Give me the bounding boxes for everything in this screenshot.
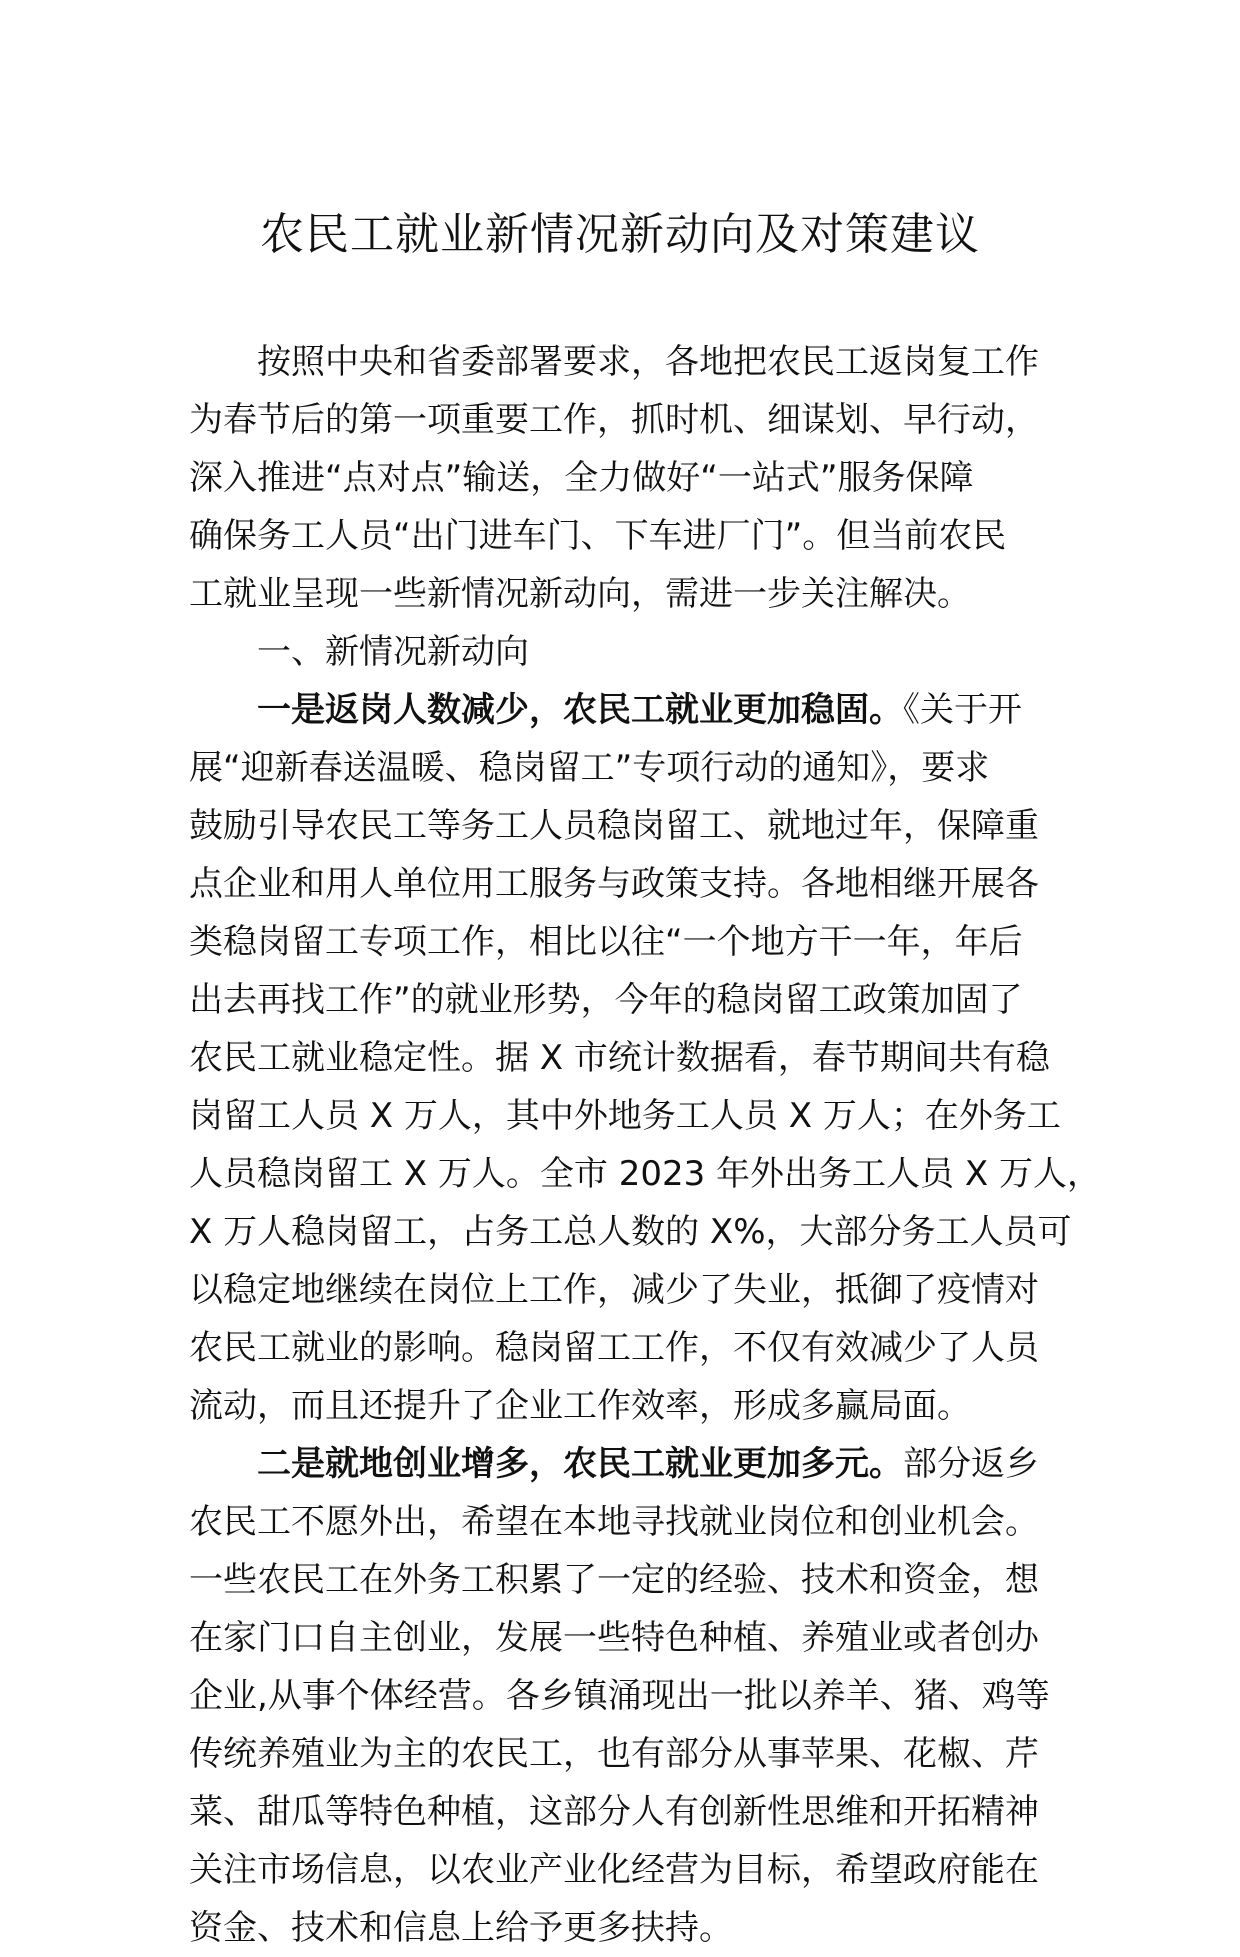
point1-line: 点企业和用人单位用工服务与政策支持。各地相继开展各: [189, 864, 1039, 904]
point2-line: 企业,从事个体经营。各乡镇涌现出一批以养羊、猪、鸡等: [189, 1676, 1050, 1716]
point2-line: 一些农民工在外务工积累了一定的经验、技术和资金，想: [189, 1560, 1039, 1600]
point1-lead: 一是返岗人数减少，农民工就业更加稳固。: [257, 690, 903, 730]
point1-line: 流动，而且还提升了企业工作效率，形成多赢局面。: [189, 1386, 971, 1426]
point2-first-line: [189, 1435, 1047, 1493]
point2-line: 关注市场信息，以农业产业化经营为目标，希望政府能在: [189, 1850, 1039, 1890]
intro-line: 为春节后的第一项重要工作，抓时机、细谋划、早行动，: [189, 400, 1039, 440]
point2-line: 菜、甜瓜等特色种植，这部分人有创新性思维和开拓精神: [189, 1792, 1039, 1832]
point1-line: 出去再找工作”的就业形势，今年的稳岗留工政策加固了: [189, 980, 1023, 1020]
point2-line: 农民工不愿外出，希望在本地寻找就业岗位和创业机会。: [189, 1502, 1039, 1542]
point1-line: X 万人稳岗留工，占务工总人数的 X%，大部分务工人员可: [189, 1212, 1072, 1252]
point2-line: 传统养殖业为主的农民工，也有部分从事苹果、花椒、芹: [189, 1734, 1039, 1774]
point1-first-line-rest: 《关于开: [903, 690, 1022, 730]
intro-line: 工就业呈现一些新情况新动向，需进一步关注解决。: [189, 574, 971, 614]
point1-first-line: [189, 681, 1047, 739]
document-body: [189, 333, 1101, 1957]
document-title: 农民工就业新情况新动向及对策建议: [260, 209, 980, 260]
section-heading: 一、新情况新动向: [257, 632, 529, 672]
intro-line: 深入推进“点对点”输送，全力做好“一站式”服务保障: [189, 458, 974, 498]
intro-line: 按照中央和省委部署要求，各地把农民工返岗复工作: [257, 342, 1039, 382]
point1-line: 岗留工人员 X 万人，其中外地务工人员 X 万人；在外务工: [189, 1096, 1061, 1136]
point1-line: 农民工就业的影响。稳岗留工工作，不仅有效减少了人员: [189, 1328, 1039, 1368]
point1-line: 以稳定地继续在岗位上工作，减少了失业，抵御了疫情对: [189, 1270, 1039, 1310]
point2-lead: 二是就地创业增多，农民工就业更加多元。: [257, 1444, 903, 1484]
point1-line: 鼓励引导农民工等务工人员稳岗留工、就地过年，保障重: [189, 806, 1039, 846]
point2-line: 在家门口自主创业，发展一些特色种植、养殖业或者创办: [189, 1618, 1039, 1658]
point1-line: 类稳岗留工专项工作，相比以往“一个地方干一年，年后: [189, 922, 1023, 962]
point2-first-line-rest: 部分返乡: [903, 1444, 1039, 1484]
point1-line: 农民工就业稳定性。据 X 市统计数据看，春节期间共有稳: [189, 1038, 1050, 1078]
point1-line: 展“迎新春送温暖、稳岗留工”专项行动的通知》，要求: [189, 748, 990, 788]
intro-line: 确保务工人员“出门进车门、下车进厂门”。但当前农民: [189, 516, 1007, 556]
point2-line: 资金、技术和信息上给予更多扶持。: [189, 1908, 733, 1948]
point1-line: 人员稳岗留工 X 万人。全市 2023 年外出务工人员 X 万人，: [189, 1154, 1101, 1194]
